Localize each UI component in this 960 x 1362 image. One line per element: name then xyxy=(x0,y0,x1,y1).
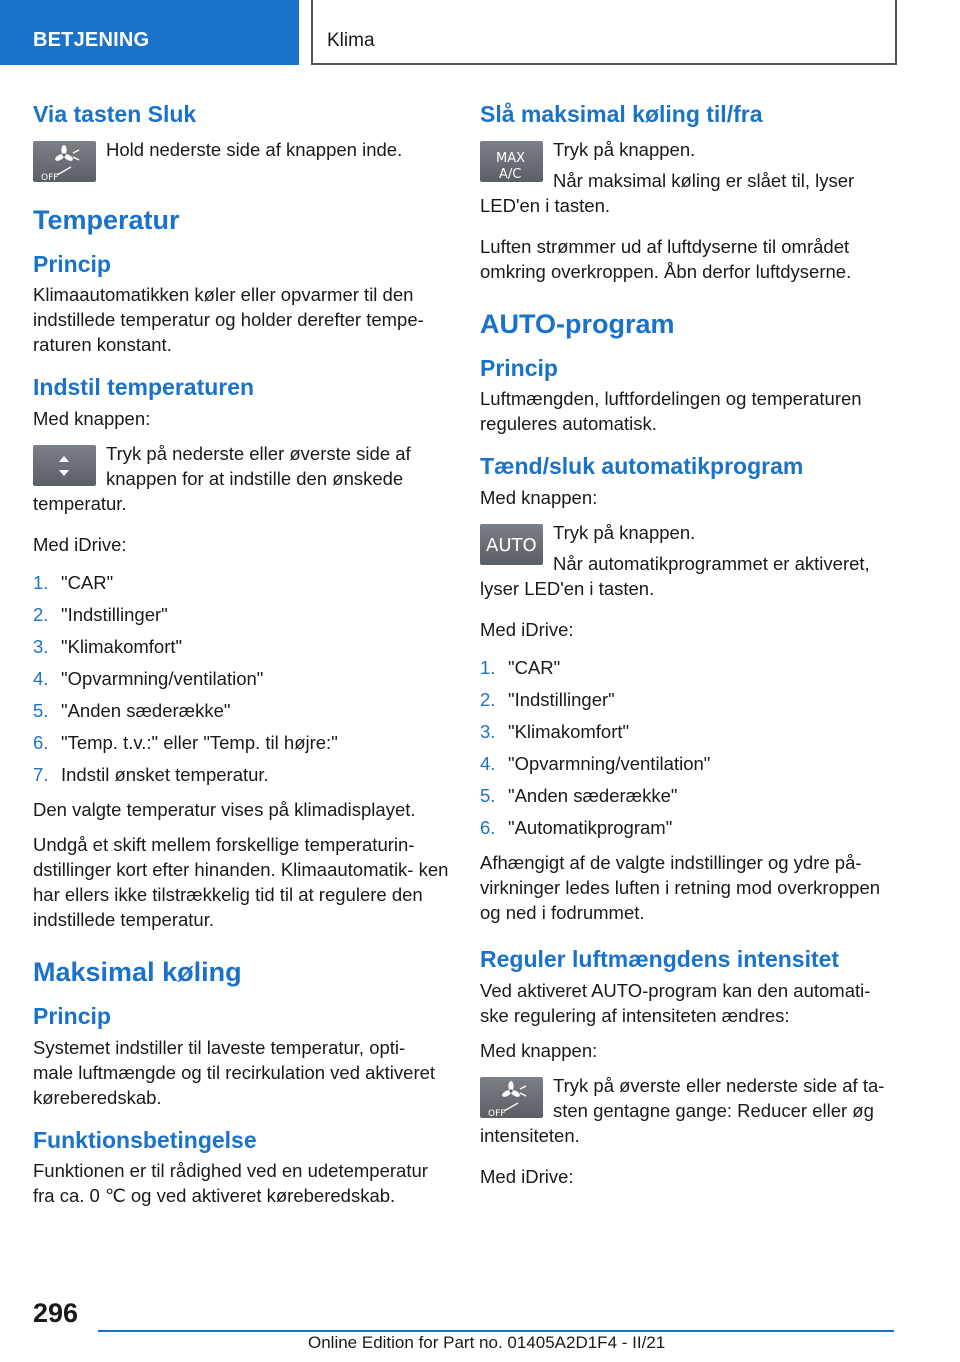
up-down-arrow-icon xyxy=(33,445,96,486)
max-text-2: Når maksimal køling er slået til, lyser LED'en i tasten. xyxy=(480,169,855,216)
afh-text: Afhængigt af de valgte indstillinger og ydre på- virkninger ledes luften i retning mod overkroppen og ned i fodrummet. xyxy=(480,852,881,923)
list-item: 4. "Opvarmning/ventilation" xyxy=(480,753,711,774)
auto-heading: AUTO-program xyxy=(480,308,675,339)
chapter-label: Klima xyxy=(327,30,375,51)
section-label: BETJENING xyxy=(33,29,150,51)
med-knappen-2: Med knappen: xyxy=(480,487,598,508)
arrow-key-text: Tryk på nederste eller øverste side af knappen for at indstille den ønskede temperatur. xyxy=(33,443,411,514)
list-item: 5. "Anden sæderække" xyxy=(33,700,231,721)
temperatur-heading: Temperatur xyxy=(33,204,180,235)
max-text-1: Tryk på knappen. xyxy=(553,138,696,160)
max-ac-key-block xyxy=(480,137,896,218)
med-knappen-3: Med knappen: xyxy=(480,1039,598,1061)
princip-heading-3: Princip xyxy=(480,354,558,381)
avoid-text: Undgå et skift mellem forskellige temperaturin- dstillinger kort efter hinanden. Klimaautomatik- ken har ellers ikke tilstrækkelig tid til at regulere den indstillede temperatur. xyxy=(33,834,449,930)
list-item: 6. "Temp. t.v.:" eller "Temp. til højre:" xyxy=(33,732,338,753)
auto-text-1: Tryk på knappen. xyxy=(553,522,696,543)
page-number: 296 xyxy=(33,1298,79,1328)
funktion-heading: Funktionsbetingelse xyxy=(33,1126,257,1153)
luft-text: Luften strømmer ud af luftdyserne til området omkring overkroppen. Åbn derfor luftdyserne. xyxy=(480,235,852,282)
up-down-key-icon xyxy=(33,445,96,486)
via-heading: Via tasten Sluk xyxy=(33,101,197,127)
med-idrive-1: Med iDrive: xyxy=(33,534,127,555)
med-idrive-3: Med iDrive: xyxy=(480,1165,574,1187)
idrive-steps-2 xyxy=(480,652,896,844)
shown-text: Den valgte temperatur vises på klimadisplayet. xyxy=(33,799,416,820)
max-ac-key-icon xyxy=(480,141,543,182)
fan-text: Tryk på øverste eller nederste side af ta- sten gentagne gange: Reducer eller øg intensiteten. xyxy=(480,1074,885,1146)
right-column xyxy=(480,100,896,1199)
auto-text-2: Når automatikprogrammet er aktiveret, lyser LED'en i tasten. xyxy=(480,553,870,599)
fan-key-block xyxy=(480,1073,896,1148)
section-tab xyxy=(0,0,299,65)
ac-label: A/C xyxy=(499,166,522,182)
slaa-heading: Slå maksimal køling til/fra xyxy=(480,101,763,127)
auto-label: AUTO xyxy=(486,535,537,556)
indstil-heading: Indstil temperaturen xyxy=(33,374,255,401)
idrive-steps-1 xyxy=(33,567,449,791)
list-item: 7. Indstil ønsket temperatur. xyxy=(33,764,269,785)
med-knappen-1: Med knappen: xyxy=(33,408,151,429)
footer-divider xyxy=(98,1330,894,1332)
reguler-heading: Reguler luftmængdens intensitet xyxy=(480,946,840,972)
edition-text: Online Edition for Part no. 01405A2D1F4 - II/21 xyxy=(308,1333,666,1352)
list-item: 4. "Opvarmning/ventilation" xyxy=(33,668,264,689)
off-key-block xyxy=(33,137,449,186)
list-item: 5. "Anden sæderække" xyxy=(480,785,678,806)
list-item: 1. "CAR" xyxy=(33,572,114,593)
arrow-key-block xyxy=(33,441,449,516)
auto-key-block xyxy=(480,520,896,601)
off-label: OFF xyxy=(488,1108,506,1119)
list-item: 6. "Automatikprogram" xyxy=(480,817,673,838)
med-idrive-2: Med iDrive: xyxy=(480,619,574,640)
left-column xyxy=(33,100,449,1218)
list-item: 3. "Klimakomfort" xyxy=(33,636,183,657)
max-label: MAX xyxy=(496,150,526,166)
list-item: 1. "CAR" xyxy=(480,657,561,678)
princip-text-1: Klimaautomatikken køler eller opvarmer til den indstillede temperatur og holder derefter tempe- raturen konstant. xyxy=(33,284,424,356)
auto-key-icon xyxy=(480,524,543,565)
via-text: Hold nederste side af knappen inde. xyxy=(106,138,403,160)
princip-heading-2: Princip xyxy=(33,1002,111,1029)
fan-key-icon xyxy=(480,1077,543,1118)
fan-off-key-icon xyxy=(33,141,96,182)
taend-heading: Tænd/sluk automatikprogram xyxy=(480,453,804,480)
princip-text-2: Systemet indstiller til laveste temperatur, opti- male luftmængde og til recirkulation ved aktiveret køreberedskab. xyxy=(33,1036,436,1108)
list-item: 2. "Indstillinger" xyxy=(480,689,615,710)
off-label: OFF xyxy=(41,172,59,183)
princip-heading-1: Princip xyxy=(33,250,111,277)
list-item: 3. "Klimakomfort" xyxy=(480,721,630,742)
princip-text-3: Luftmængden, luftfordelingen og temperaturen reguleres automatisk. xyxy=(480,388,862,435)
funktion-text: Funktionen er til rådighed ved en udetemperatur fra ca. 0 ℃ og ved aktiveret køreberedskab. xyxy=(33,1160,428,1207)
chapter-tab xyxy=(311,0,897,65)
list-item: 2. "Indstillinger" xyxy=(33,604,168,625)
reguler-text: Ved aktiveret AUTO-program kan den automati- ske regulering af intensiteten ændres: xyxy=(480,979,871,1026)
maksimal-heading: Maksimal køling xyxy=(33,957,242,987)
